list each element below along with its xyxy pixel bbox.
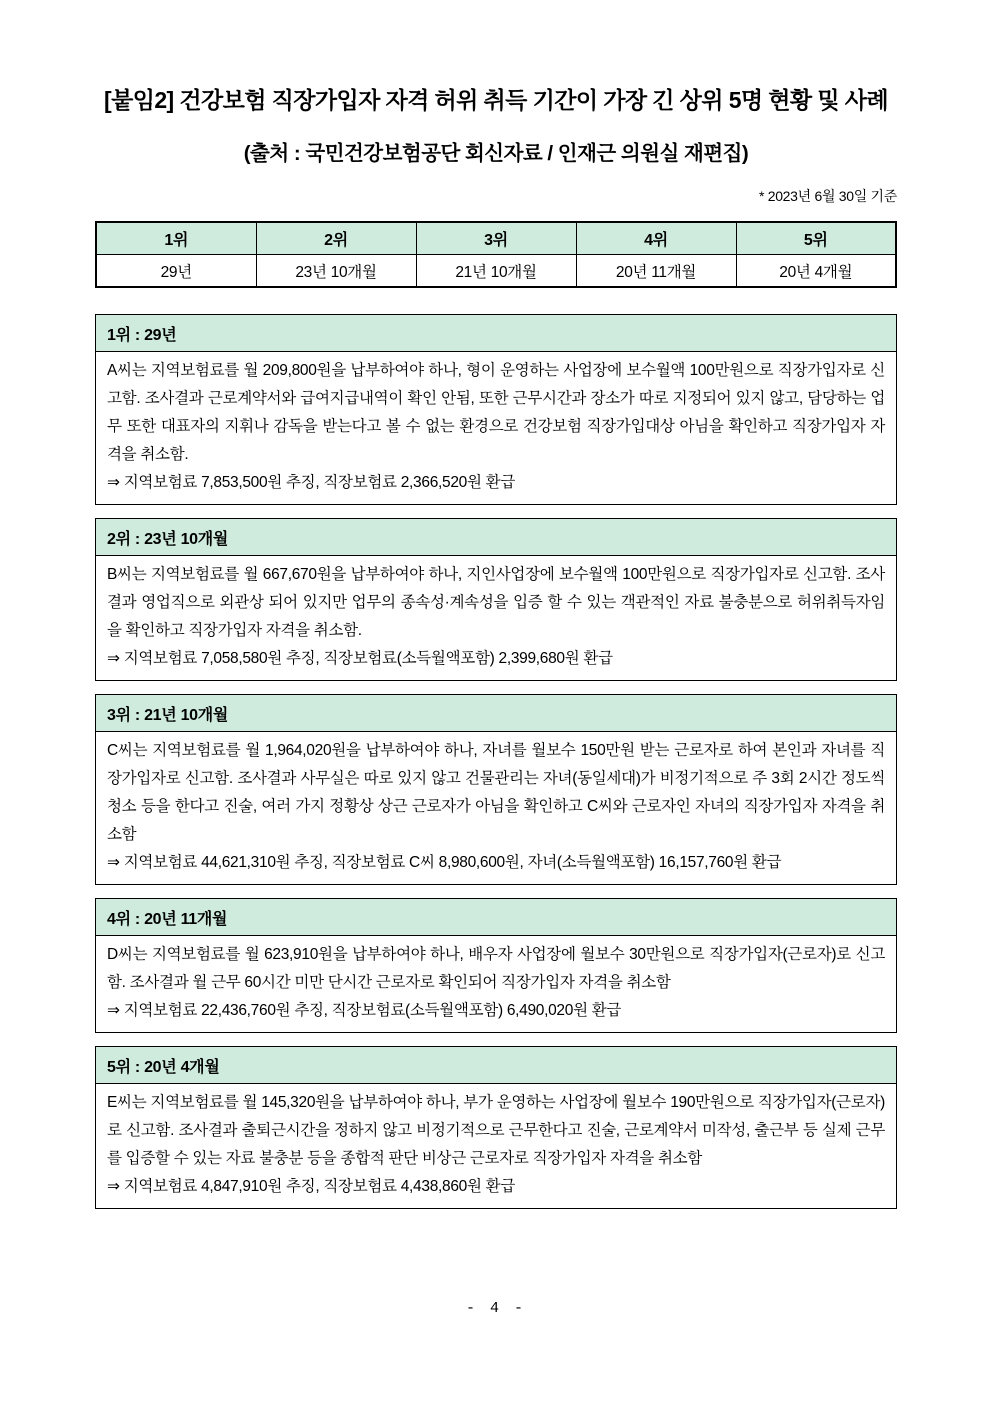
table-value-rank-2: 23년 10개월: [256, 255, 416, 288]
table-header-row: [96, 222, 896, 255]
table-value-row: [96, 255, 896, 288]
case-result-rank-2: ⇒ 지역보험료 7,058,580원 추징, 직장보험료(소득월액포함) 2,399,680원 환급: [107, 650, 613, 667]
case-box-rank-3: [95, 694, 897, 885]
case-box-rank-1: [95, 314, 897, 505]
case-description-rank-3: C씨는 지역보험료를 월 1,964,020원을 납부하여야 하나, 자녀를 월보수 150만원 받는 근로자로 하여 본인과 자녀를 직장가입자로 신고함. 조사결과 사무실은 따로 있지 않고 건물관리는 자녀(동일세대)가 비정기적으로 주 3회 2시간 정도씩 청소 등을 한다고 진술, 여러 가지 정황상 상근 근로자가 아님을 확인하고 C씨와 근로자인 자녀의 직장가입자 자격을 취소함: [107, 742, 885, 843]
case-description-rank-5: E씨는 지역보험료를 월 145,320원을 납부하여야 하나, 부가 운영하는 사업장에 월보수 190만원으로 직장가입자(근로자)로 신고함. 조사결과 출퇴근시간을 정하지 않고 비정기적으로 근무한다고 진술, 근로계약서 미작성, 출근부 등 실제 근무를 입증할 수 있는 자료 불충분 등을 종합적 판단 비상근 근로자로 직장가입자 자격을 취소함: [107, 1094, 885, 1167]
table-value-rank-5: 20년 4개월: [736, 255, 896, 288]
table-header-rank-1: 1위: [96, 222, 256, 255]
table-value-rank-3: 21년 10개월: [416, 255, 576, 288]
page-subtitle: (출처 : 국민건강보험공단 회신자료 / 인재근 의원실 재편집): [243, 142, 749, 165]
table-header-rank-5: 5위: [736, 222, 896, 255]
document-content: [95, 85, 897, 1209]
table-header-rank-3: 3위: [416, 222, 576, 255]
case-heading-rank-1: 1위 : 29년: [96, 315, 896, 352]
case-box-rank-4: [95, 898, 897, 1033]
case-heading-rank-2: 2위 : 23년 10개월: [96, 519, 896, 556]
case-heading-rank-3: 3위 : 21년 10개월: [96, 695, 896, 732]
table-header-rank-2: 2위: [256, 222, 416, 255]
case-result-rank-4: ⇒ 지역보험료 22,436,760원 추징, 직장보험료(소득월액포함) 6,490,020원 환급: [107, 1002, 622, 1019]
table-value-rank-4: 20년 11개월: [576, 255, 736, 288]
table-header-rank-4: 4위: [576, 222, 736, 255]
page-number: - 4 -: [465, 1300, 526, 1317]
case-body-rank-4: [96, 936, 896, 1032]
rank-summary-table: [95, 221, 897, 288]
reference-date-note: * 2023년 6월 30일 기준: [758, 188, 897, 204]
case-box-rank-2: [95, 518, 897, 681]
case-description-rank-2: B씨는 지역보험료를 월 667,670원을 납부하여야 하나, 지인사업장에 보수월액 100만원으로 직장가입자로 신고함. 조사결과 영업직으로 외관상 되어 있지만 업무의 종속성·계속성을 입증 할 수 있는 객관적인 자료 불충분으로 허위취득자임을 확인하고 직장가입자 자격을 취소함.: [107, 566, 885, 639]
page-title: [붙임2] 건강보험 직장가입자 자격 허위 취득 기간이 가장 긴 상위 5명 현황 및 사례: [104, 87, 888, 113]
case-result-rank-5: ⇒ 지역보험료 4,847,910원 추징, 직장보험료 4,438,860원 환급: [107, 1178, 516, 1195]
case-box-rank-5: [95, 1046, 897, 1209]
case-description-rank-4: D씨는 지역보험료를 월 623,910원을 납부하여야 하나, 배우자 사업장에 월보수 30만원으로 직장가입자(근로자)로 신고함. 조사결과 월 근무 60시간 미만 단시간 근로자로 확인되어 직장가입자 자격을 취소함: [107, 946, 885, 991]
table-value-rank-1: 29년: [96, 255, 256, 288]
case-result-rank-3: ⇒ 지역보험료 44,621,310원 추징, 직장보험료 C씨 8,980,600원, 자녀(소득월액포함) 16,157,760원 환급: [107, 854, 782, 871]
case-heading-rank-5: 5위 : 20년 4개월: [96, 1047, 896, 1084]
case-body-rank-5: [96, 1084, 896, 1208]
case-heading-rank-4: 4위 : 20년 11개월: [96, 899, 896, 936]
case-body-rank-3: [96, 732, 896, 884]
case-body-rank-1: [96, 352, 896, 504]
case-result-rank-1: ⇒ 지역보험료 7,853,500원 추징, 직장보험료 2,366,520원 환급: [107, 474, 516, 491]
case-description-rank-1: A씨는 지역보험료를 월 209,800원을 납부하여야 하나, 형이 운영하는 사업장에 보수월액 100만원으로 직장가입자로 신고함. 조사결과 근로계약서와 급여지급내역이 확인 안됨, 또한 근무시간과 장소가 따로 지정되어 있지 않고, 담당하는 업무 또한 대표자의 지휘나 감독을 받는다고 볼 수 없는 환경으로 건강보험 직장가입대상 아님을 확인하고 직장가입자 자격을 취소함.: [107, 362, 885, 463]
case-body-rank-2: [96, 556, 896, 680]
